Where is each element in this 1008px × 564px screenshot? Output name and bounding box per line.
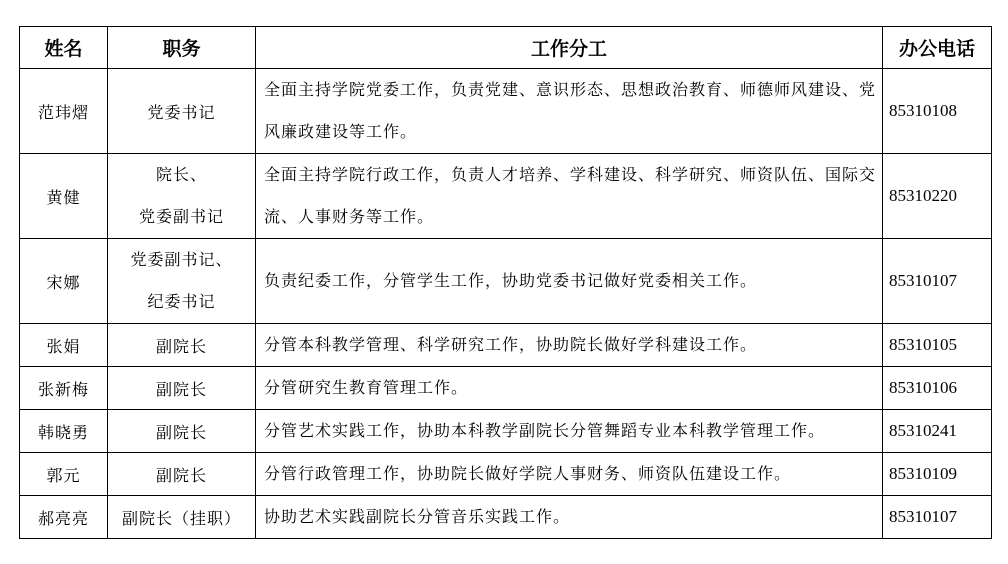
cell-position: 副院长 bbox=[108, 410, 256, 453]
table-row bbox=[20, 496, 992, 539]
cell-phone: 85310107 bbox=[883, 239, 992, 324]
cell-phone: 85310105 bbox=[883, 324, 992, 367]
cell-duty: 分管研究生教育管理工作。 bbox=[256, 367, 883, 410]
cell-position: 副院长（挂职） bbox=[108, 496, 256, 539]
cell-phone: 85310220 bbox=[883, 154, 992, 239]
cell-duty: 分管艺术实践工作，协助本科教学副院长分管舞蹈专业本科教学管理工作。 bbox=[256, 410, 883, 453]
cell-name: 郭元 bbox=[20, 453, 108, 496]
cell-phone: 85310106 bbox=[883, 367, 992, 410]
cell-duty: 分管本科教学管理、科学研究工作，协助院长做好学科建设工作。 bbox=[256, 324, 883, 367]
table-row bbox=[20, 367, 992, 410]
cell-name: 张娟 bbox=[20, 324, 108, 367]
table-header-row bbox=[20, 27, 992, 69]
cell-duty: 分管行政管理工作，协助院长做好学院人事财务、师资队伍建设工作。 bbox=[256, 453, 883, 496]
cell-position: 党委书记 bbox=[108, 69, 256, 154]
cell-position: 副院长 bbox=[108, 367, 256, 410]
cell-phone: 85310107 bbox=[883, 496, 992, 539]
table-row bbox=[20, 69, 992, 154]
cell-duty: 协助艺术实践副院长分管音乐实践工作。 bbox=[256, 496, 883, 539]
position-line: 党委副书记、 bbox=[130, 250, 233, 269]
position-line: 院长、 bbox=[155, 165, 207, 184]
cell-position: 副院长 bbox=[108, 324, 256, 367]
position-line: 党委副书记 bbox=[138, 207, 224, 226]
cell-position bbox=[108, 154, 256, 239]
cell-duty: 全面主持学院行政工作，负责人才培养、学科建设、科学研究、师资队伍、国际交流、人事财务等工作。 bbox=[256, 154, 883, 239]
header-position: 职务 bbox=[108, 27, 256, 69]
cell-name: 韩晓勇 bbox=[20, 410, 108, 453]
header-duty: 工作分工 bbox=[256, 27, 883, 69]
staff-duty-table bbox=[19, 26, 992, 539]
cell-name: 宋娜 bbox=[20, 239, 108, 324]
table-row bbox=[20, 154, 992, 239]
header-phone: 办公电话 bbox=[883, 27, 992, 69]
table-row bbox=[20, 239, 992, 324]
table-row bbox=[20, 453, 992, 496]
position-line: 纪委书记 bbox=[147, 292, 216, 311]
cell-phone: 85310109 bbox=[883, 453, 992, 496]
cell-name: 黄健 bbox=[20, 154, 108, 239]
cell-duty: 全面主持学院党委工作，负责党建、意识形态、思想政治教育、师德师风建设、党风廉政建设等工作。 bbox=[256, 69, 883, 154]
table-row bbox=[20, 410, 992, 453]
cell-name: 张新梅 bbox=[20, 367, 108, 410]
cell-name: 郝亮亮 bbox=[20, 496, 108, 539]
cell-phone: 85310108 bbox=[883, 69, 992, 154]
cell-position: 副院长 bbox=[108, 453, 256, 496]
table-row bbox=[20, 324, 992, 367]
cell-position bbox=[108, 239, 256, 324]
cell-phone: 85310241 bbox=[883, 410, 992, 453]
cell-name: 范玮熠 bbox=[20, 69, 108, 154]
cell-duty: 负责纪委工作，分管学生工作，协助党委书记做好党委相关工作。 bbox=[256, 239, 883, 324]
header-name: 姓名 bbox=[20, 27, 108, 69]
